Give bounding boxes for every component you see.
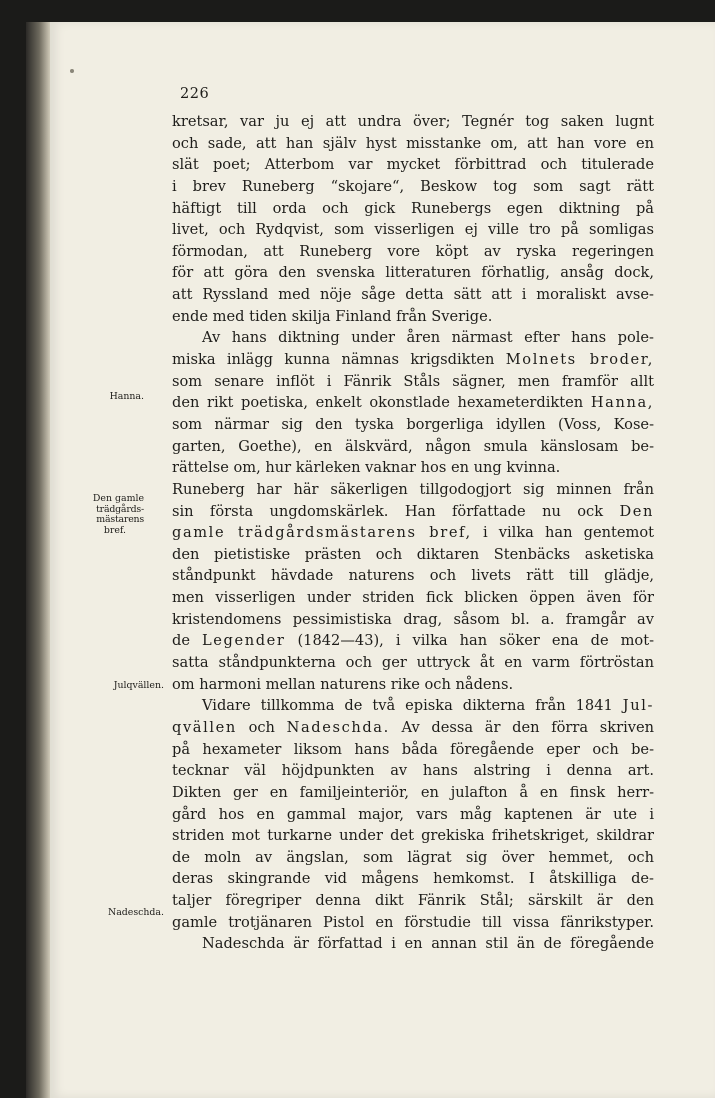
text-line: ståndpunkt hävdade naturens och livets rätt till glädje, [172,567,654,585]
page-binding-edge [26,22,50,1098]
text-line: tecknar väl höjdpunkten av hans alstring i denna art. [172,762,654,780]
text-line: men visserligen under striden fick blicken öppen även för [172,589,654,607]
text-line [172,630,654,652]
text-line: för att göra den svenska litteraturen förhatlig, ansåg dock, [172,264,654,282]
body-text [172,111,654,955]
text-line: förmodan, att Runeberg vore köpt av ryska regeringen [172,242,654,260]
title-gamle-tradgardsmastarens-bref: gamle trädgårdsmästarens bref, [172,524,472,542]
text-segment: sin första ungdomskärlek. Han författade nu ock [172,502,604,520]
text-segment: (1842—43), i vilka han söker ena de mot- [297,632,654,650]
title-den: Den [619,502,654,520]
sidenote-hanna: Hanna. [109,391,144,402]
text-line: gård hos en gammal major, vars måg kaptenen är ute i [172,805,654,823]
text-line [172,695,654,717]
text-segment: Av dessa är den förra skriven [401,718,654,736]
text-line [172,392,654,414]
title-qvallen: qvällen [172,718,237,736]
text-line: om harmoni mellan naturens rike och nådens. [172,675,514,693]
sidenote-line: trädgårds- [96,503,144,515]
text-line: Runeberg har här säkerligen tillgodogjort sig minnen från [172,480,654,498]
text-line: att Ryssland med nöje såge detta sätt att i moraliskt avse- [172,286,654,304]
text-line: på hexameter liksom hans båda föregående eper och be- [172,740,654,758]
text-line: den pietistiske prästen och diktaren Stenbäcks asketiska [172,545,654,563]
text-line [172,501,654,523]
text-segment: i vilka han gentemot [482,524,654,542]
text-line: livet, och Rydqvist, som visserligen ej ville tro på somligas [172,221,654,239]
text-line: rättelse om, hur kärleken vaknar hos en ung kvinna. [172,459,561,477]
text-segment: de [172,632,190,650]
text-line: garten, Goethe), en älskvärd, någon smula känslosam be- [172,437,654,455]
text-line: Nadeschda är författad i en annan stil än de föregående [202,935,654,953]
text-line: kretsar, var ju ej att undra över; Tegnér tog saken lugnt [172,113,654,130]
text-line: kristendomens pessimistiska drag, såsom bl. a. framgår av [172,610,654,628]
text-line: i brev Runeberg “skojare“, Beskow tog som sagt rätt [172,177,654,195]
text-segment: miska inlägg kunna nämnas krigsdikten [172,351,495,369]
text-line: striden mot turkarne under det grekiska frihetskriget, skildrar [172,827,654,845]
text-line: slät poet; Atterbom var mycket förbittrad och titulerade [172,156,654,174]
sidenote-line: bref. [103,524,126,536]
title-legender: Legender [202,632,286,650]
text-segment: och [248,718,275,736]
text-line: ende med tiden skilja Finland från Sverige. [172,307,493,325]
text-line [172,349,654,371]
page-number: 226 [180,86,210,102]
text-line: de moln av ängslan, som lägrat sig över hemmet, och [172,848,654,866]
text-segment: Vidare tillkomma de två episka dikterna från 1841 [202,697,613,715]
text-line: Av hans diktning under åren närmast efter hans pole- [202,329,654,347]
text-line: taljer föregriper denna dikt Fänrik Stål; särskilt är den [172,892,654,910]
text-line [172,522,654,544]
text-line: häftigt till orda och gick Runebergs egen diktning på [172,199,654,217]
text-line: som senare inflöt i Fänrik Ståls sägner, men framför allt [172,372,654,390]
text-line: deras skingrande vid mågens hemkomst. I åtskilliga de- [172,870,654,888]
text-line: och sade, att han själv hyst misstanke om, att han vore en [172,134,654,152]
text-line: satta ståndpunkterna och ger uttryck åt en varm förtröstan [172,654,654,672]
text-line [172,717,654,739]
text-segment: den rikt poetiska, enkelt okonstlade hexameterdikten [172,394,584,412]
title-hanna: Hanna, [590,394,654,412]
paper-speck [70,69,74,73]
sidenote-line: Den gamle [92,493,144,504]
sidenote-den-gamle-tradgardsmastarens-bref [68,494,144,536]
text-line: gamle trotjänaren Pistol en förstudie till vissa fänrikstyper. [172,913,654,931]
title-jul: Jul- [622,697,654,715]
sidenote-julqvallen: Julqvällen. [113,680,164,691]
text-line: som närmar sig den tyska borgerliga idyllen (Voss, Kose- [172,415,654,433]
sidenote-nadeschda: Nadeschda. [107,907,164,918]
text-line: Dikten ger en familjeinteriör, en julafton å en finsk herr- [172,783,654,801]
sidenote-line: mästarens [96,514,144,525]
title-nadeschda: Nadeschda. [286,718,390,736]
title-molnets-broder: Molnets broder, [505,351,654,369]
